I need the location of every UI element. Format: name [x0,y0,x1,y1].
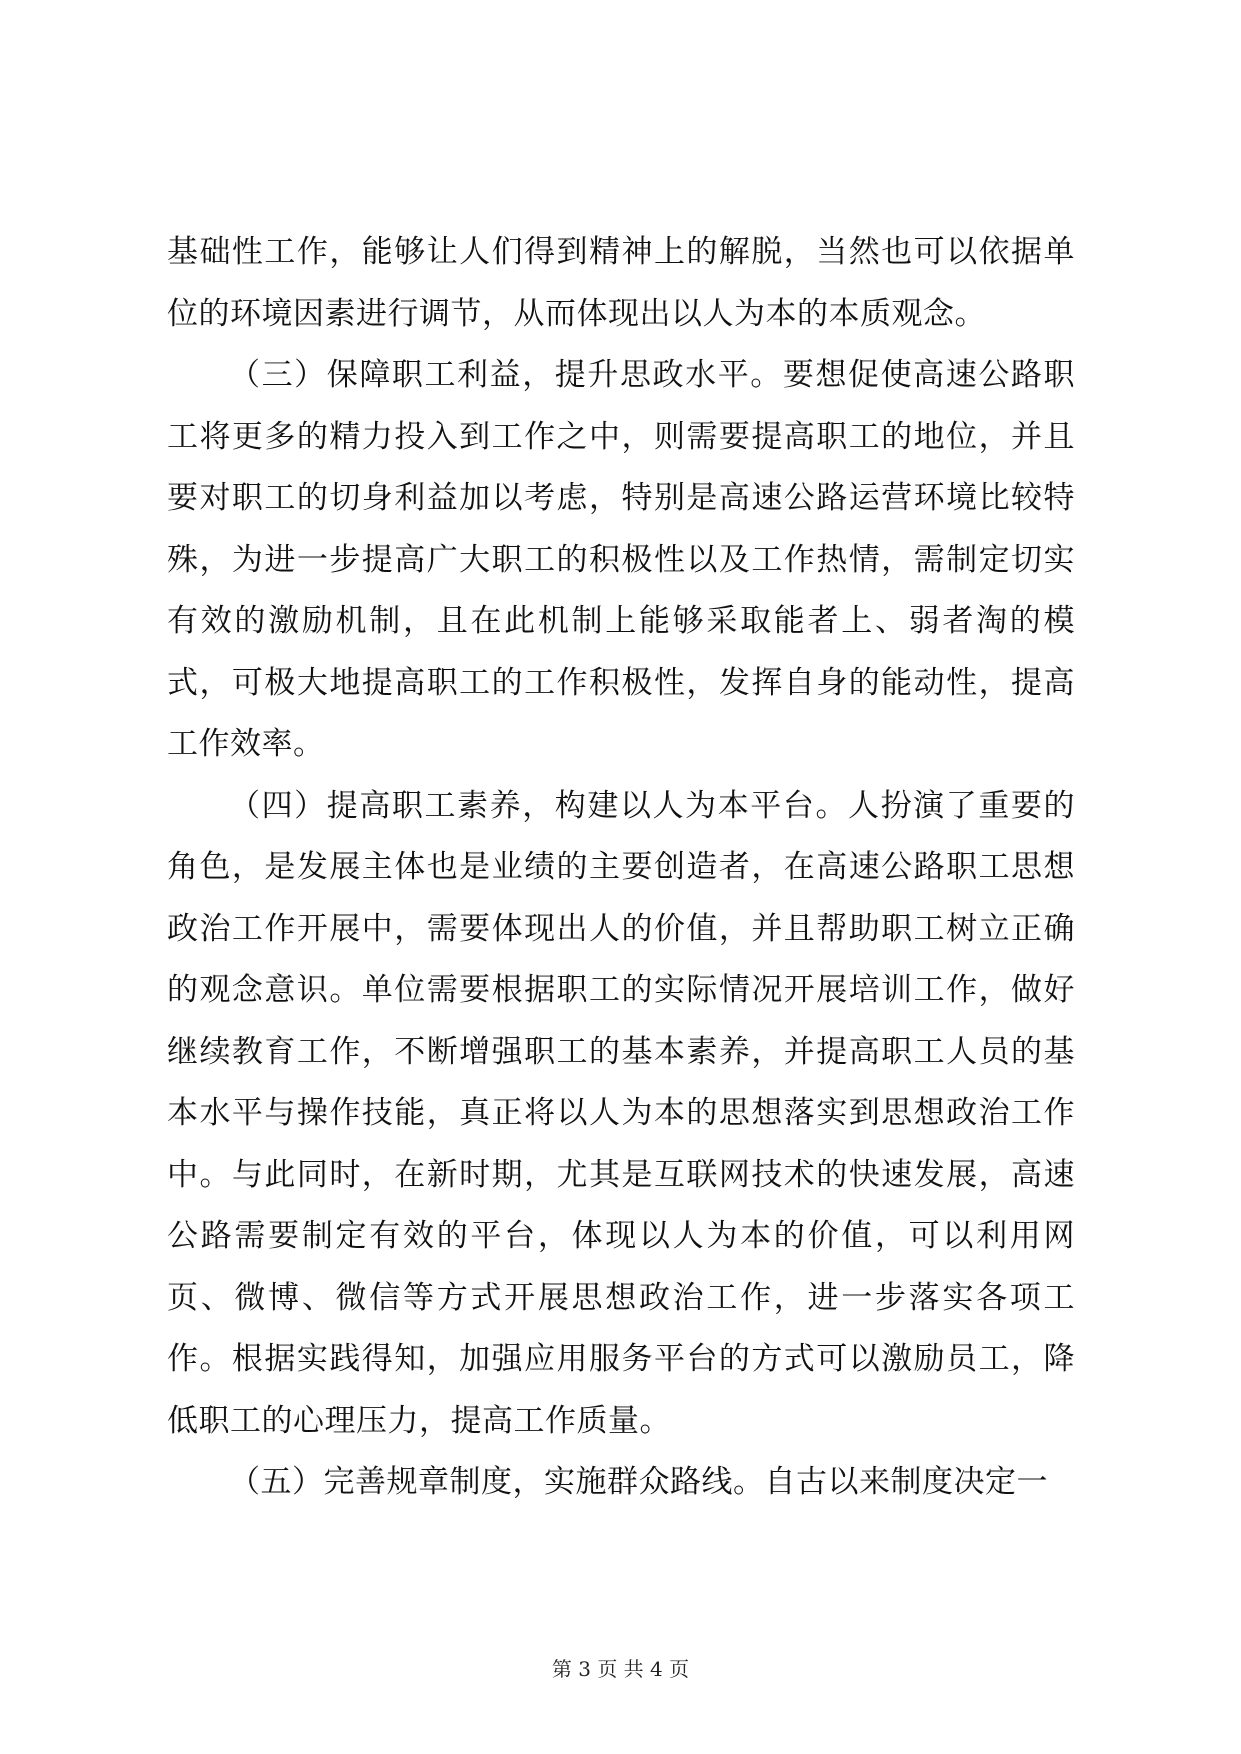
page-number-footer: 第 3 页 共 4 页 [551,1657,690,1681]
document-body [167,222,1075,1514]
paragraph-continuation: 基础性工作，能够让人们得到精神上的解脱，当然也可以依据单位的环境因素进行调节，从而体现出以人为本的本质观念。 [167,234,1075,332]
paragraph-section-4: （四）提高职工素养，构建以人为本平台。人扮演了重要的角色，是发展主体也是业绩的主要创造者，在高速公路职工思想政治工作开展中，需要体现出人的价值，并且帮助职工树立正确的观念意识。单位需要根据职工的实际情况开展培训工作，做好继续教育工作，不断增强职工的基本素养，并提高职工人员的基本水平与操作技能，真正将以人为本的思想落实到思想政治工作中。与此同时，在新时期，尤其是互联网技术的快速发展，高速公路需要制定有效的平台，体现以人为本的价值，可以利用网页、微博、微信等方式开展思想政治工作，进一步落实各项工作。根据实践得知，加强应用服务平台的方式可以激励员工，降低职工的心理压力，提高工作质量。 [167,787,1075,1439]
paragraph-section-5: （五）完善规章制度，实施群众路线。自古以来制度决定一 [229,1464,1048,1500]
paragraph-section-3: （三）保障职工利益，提升思政水平。要想促使高速公路职工将更多的精力投入到工作之中，则需要提高职工的地位，并且要对职工的切身利益加以考虑，特别是高速公路运营环境比较特殊，为进一步提高广大职工的积极性以及工作热情，需制定切实有效的激励机制，且在此机制上能够采取能者上、弱者淘的模式，可极大地提高职工的工作积极性，发挥自身的能动性，提高工作效率。 [167,357,1075,762]
